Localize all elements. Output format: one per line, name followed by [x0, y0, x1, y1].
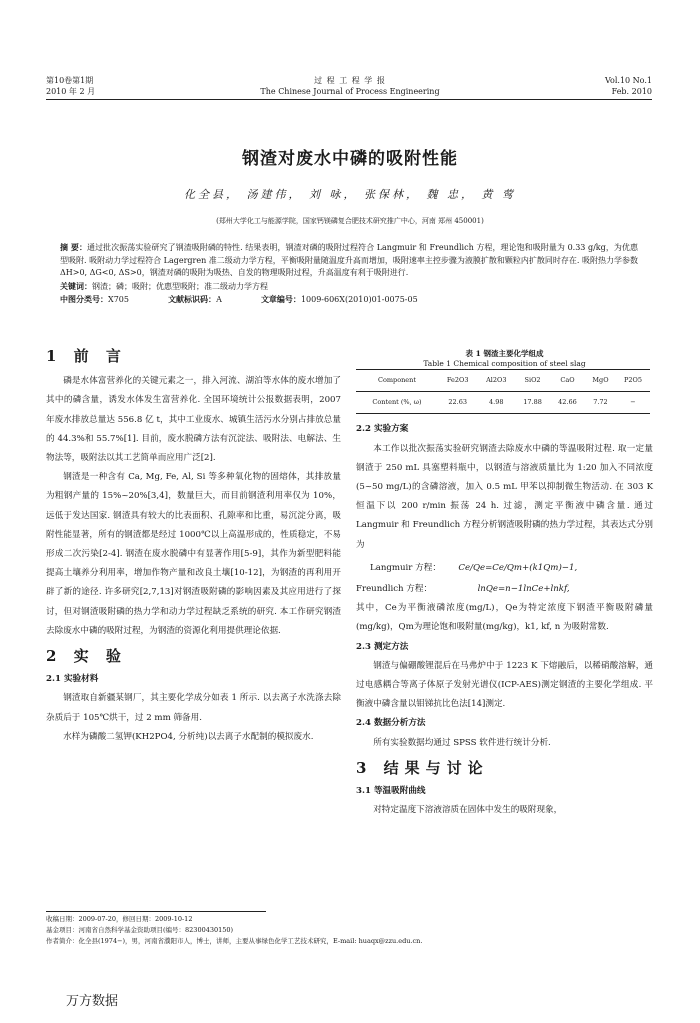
- table-cell: 4.98: [477, 392, 515, 414]
- author-list: 化全县， 汤建伟， 刘 咏， 张保林， 魏 忠， 黄 莺: [184, 188, 516, 201]
- footnote-author: 作者简介：化全县(1974−)，男，河南省濮阳市人，博士，讲师，主要从事绿色化学工艺技术研究，E-mail: huaqx@zzu.edu.cn.: [46, 937, 423, 945]
- article-number-label: 文章编号：: [260, 294, 301, 304]
- paper-title: 钢渣对废水中磷的吸附性能: [242, 149, 458, 169]
- equation-langmuir: [356, 559, 653, 578]
- keywords: 钢渣；磷；吸附；优惠型吸附；准二级动力学方程: [92, 281, 268, 291]
- footnote-rule: [46, 911, 266, 912]
- materials-paragraph-1: 钢渣取自新疆某钢厂，其主要化学成分如表 1 所示. 以去离子水洗涤去除杂质后于 105℃烘干，过 2 mm 筛备用.: [46, 693, 341, 723]
- footnote-fund: 基金项目：河南省自然科学基金资助项目(编号：82300430150): [46, 926, 234, 934]
- header-date: 2010 年 2 月: [46, 87, 96, 96]
- table-header-cell: SiO2: [515, 370, 550, 392]
- table-header-cell: Component: [356, 370, 438, 392]
- scheme-paragraph-1: 本工作以批次振荡实验研究钢渣去除废水中磷的等温吸附过程. 取一定量钢渣于 250 mL 具塞塑料瓶中，以钢渣与溶液质量比为 1:20 加入不同浓度(5~50 mg/L)的含磷溶液，加入 0.5 mL 甲苯以抑制微生物活动. 在 303 K 恒温下以 200 r/min 振荡 24 h. 过滤，测定平衡液中磷含量. 通过 Langmuir 和 Freundlich 方程分析钢渣吸附磷的热力学过程，其表达式分别为: [356, 443, 653, 550]
- table-header-cell: P2O5: [616, 370, 650, 392]
- left-column: [46, 347, 341, 747]
- table-1-caption-cn: 表 1 钢渣主要化学组成: [465, 349, 544, 358]
- table-header-cell: CaO: [550, 370, 585, 392]
- article-number-value: 1009-606X(2010)01-0075-05: [300, 295, 418, 304]
- doc-code-value: A: [216, 295, 222, 304]
- class-label: 中图分类号：: [60, 294, 108, 304]
- intro-paragraph-1: 磷是水体富营养化的关键元素之一，排入河流、湖泊等水体的废水增加了其中的磷含量，诱发水体发生富营养化. 全国环境统计公报数据表明，2007 年废水排放总量达 556.8 亿 t，其中工业废水、城镇生活污水分别占排放总量的 44.3%和 55.7%[1]. 目前，废水脱磷方法有沉淀法、吸附法、电解法、生物法等，吸附法以其工艺简单而应用广泛[2].: [46, 376, 341, 464]
- footnotes: [46, 914, 652, 947]
- table-header-row: [356, 370, 650, 392]
- equation-freundlich: [356, 580, 653, 599]
- table-cell: Content (%, ω): [356, 392, 438, 414]
- affiliation: (郑州大学化工与能源学院，国家钙镁磷复合肥技术研究推广中心，河南 郑州 450001): [216, 217, 484, 225]
- equation-langmuir-label: Langmuir 方程：: [370, 562, 441, 573]
- right-column: [356, 349, 653, 820]
- abstract-text: 通过批次振荡实验研究了钢渣吸附磷的特性. 结果表明，钢渣对磷的吸附过程符合 Langmuir 和 Freundlich 方程，理论饱和吸附量为 0.33 g/kg，为优惠型吸附. 吸附动力学过程符合 Lagergren 准二级动力学方程，平衡吸附量随温度升高而增加，吸附速率主控步骤为液膜扩散和颗粒内扩散同时存在. 吸附热力学参数ΔH>0, ΔG<0, ΔS>0，钢渣对磷的吸附为吸热、自发的物理吸附过程，升高温度有利于吸附进行.: [60, 243, 638, 277]
- table-cell: 42.66: [550, 392, 585, 414]
- equation-freundlich-formula: lnQe=n−1lnCe+lnkf,: [477, 584, 570, 595]
- doc-code-label: 文献标识码：: [168, 294, 217, 304]
- intro-paragraph-2: 钢渣是一种含有 Ca, Mg, Fe, Al, Si 等多种氧化物的固熔体，其排放量为粗钢产量的 15%~20%[3,4]，数量巨大，而目前钢渣利用率仅为 10%，远低于发达国家. 钢渣具有较大的比表面积、孔隙率和比重，易沉淀分离，吸附性能显著，所有的钢渣都是经过 1000℃以上高温形成的，性质稳定，不易形成二次污染[2-4]. 钢渣在废水脱磷中有显著作用[5-9]，其作为新型肥料能提高土壤养分利用率，增加作物产量和改良土壤[10-12]，为钢渣的再利用开辟了新的途径. 许多研究[2,7,13]对钢渣吸附磷的影响因素及其应用进行了探讨，但对钢渣吸附磷的热力学和动力学过程缺乏系统的研究. 本工作研究钢渣去除废水中磷的吸附过程，为钢渣的资源化利用提供理论依据.: [46, 472, 341, 636]
- header-date-en: Feb. 2010: [611, 87, 652, 96]
- section-2-heading: 2 实 验: [46, 647, 127, 666]
- table-header-cell: Al2O3: [477, 370, 515, 392]
- table-1-caption-en: Table 1 Chemical composition of steel slag: [423, 359, 586, 368]
- footnote-dates: 收稿日期：2009-07-20，修回日期：2009-10-12: [46, 915, 193, 923]
- header-journal-cn: 过 程 工 程 学 报: [314, 76, 386, 85]
- section-2-4-heading: 2.4 数据分析方法: [356, 718, 426, 729]
- table-row: [356, 392, 650, 414]
- header-volume: 第10卷第1期: [46, 76, 94, 85]
- section-1-heading: 1 前 言: [46, 347, 127, 365]
- class-value: X705: [108, 295, 129, 304]
- scheme-paragraph-2: 其中，Ce为平衡液磷浓度(mg/L)，Qe为特定浓度下钢渣平衡吸附磷量(mg/kg)，Qm为理论饱和吸附量(mg/kg)，k1, kf, n 为吸附常数.: [356, 603, 653, 633]
- table-cell: 22.63: [438, 392, 478, 414]
- table-header-cell: Fe2O3: [438, 370, 478, 392]
- materials-paragraph-2: 水样为磷酸二氢钾(KH2PO4, 分析纯)以去离子水配制的模拟废水.: [63, 731, 314, 742]
- equation-freundlich-label: Freundlich 方程：: [356, 584, 433, 595]
- table-1: [356, 369, 650, 414]
- table-header-cell: MgO: [585, 370, 616, 392]
- isotherm-paragraph: 对特定温度下溶液溶质在固体中发生的吸附现象，: [373, 805, 563, 816]
- abstract-block: [60, 241, 638, 307]
- method-paragraph: 钢渣与偏硼酸锂混后在马弗炉中于 1223 K 下熔融后，以稀硝酸溶解，通过电感耦合等离子体原子发射光谱仪(ICP-AES)测定钢渣的主要化学组成. 平衡液中磷含量以钼锑抗比色法[14]测定.: [356, 660, 653, 710]
- analysis-paragraph: 所有实验数据均通过 SPSS 软件进行统计分析.: [373, 737, 551, 748]
- table-cell: 17.88: [515, 392, 550, 414]
- section-2-2-heading: 2.2 实验方案: [356, 424, 409, 435]
- watermark: 万方数据: [66, 994, 119, 1009]
- section-2-1-heading: 2.1 实验材料: [46, 674, 99, 685]
- header-volume-en: Vol.10 No.1: [605, 76, 652, 85]
- equation-langmuir-formula: Ce/Qe=Ce/Qm+(k1Qm)−1,: [458, 562, 578, 573]
- section-3-heading: 3 结果与讨论: [356, 758, 489, 777]
- section-2-3-heading: 2.3 测定方法: [356, 641, 409, 652]
- table-cell: 7.72: [585, 392, 616, 414]
- header-rule: [46, 99, 652, 100]
- abstract-label: 摘 要：: [60, 242, 88, 252]
- keywords-label: 关键词：: [60, 280, 92, 291]
- table-cell: −: [616, 392, 650, 414]
- header-journal-en: The Chinese Journal of Process Engineering: [260, 87, 440, 96]
- section-3-1-heading: 3.1 等温吸附曲线: [356, 786, 426, 797]
